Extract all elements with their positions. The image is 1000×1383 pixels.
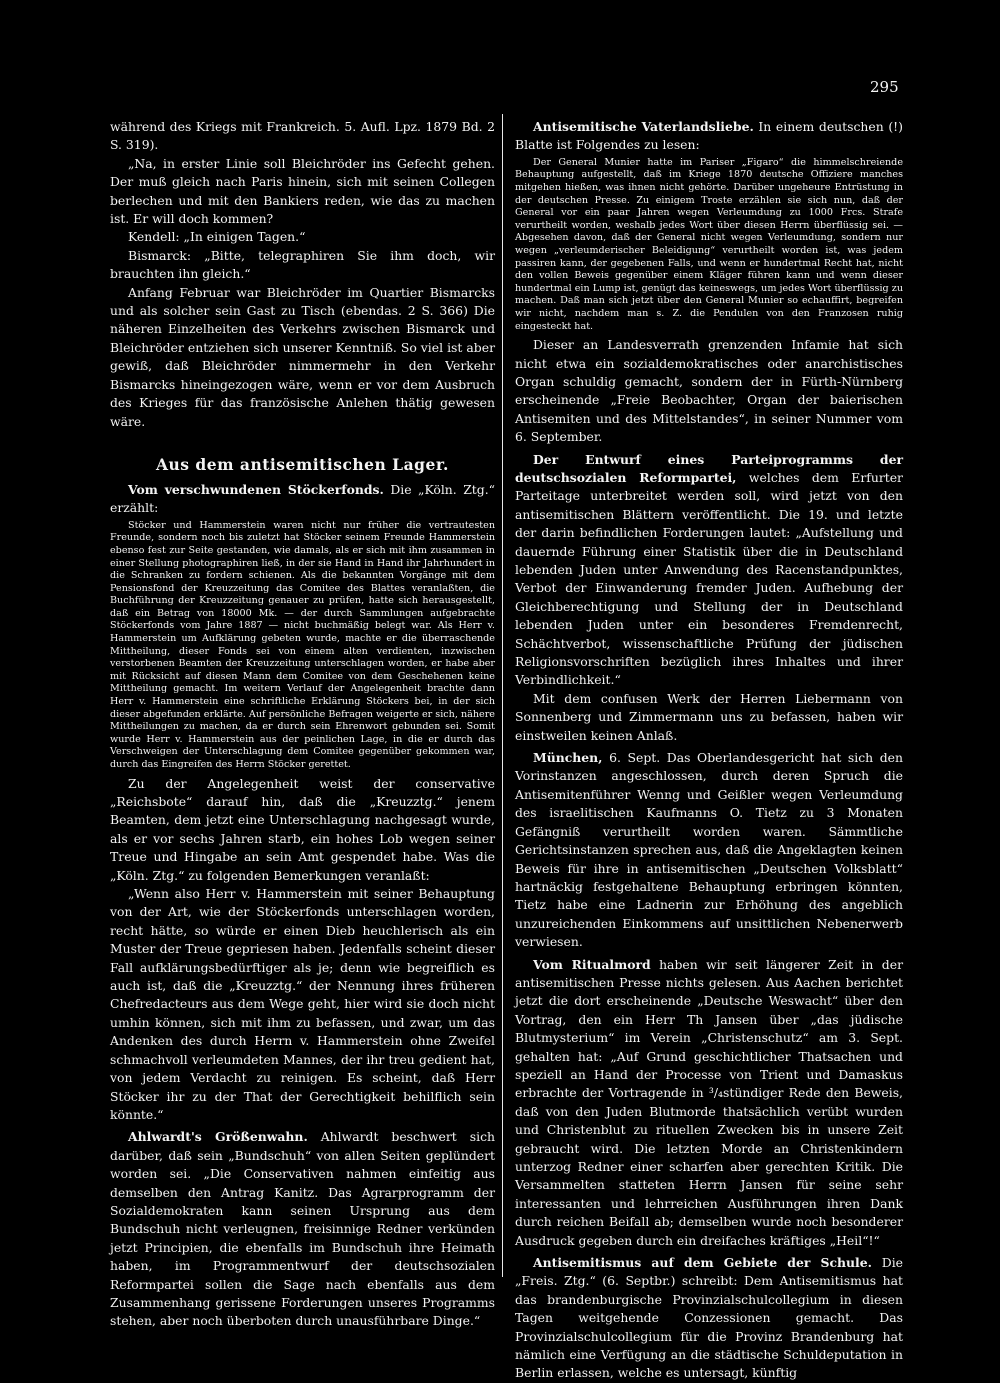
- article-heading: Vom Ritualmord: [533, 956, 651, 972]
- article: [515, 1254, 903, 1383]
- article-text: haben wir seit längerer Zeit in der antisemitischen Presse nichts gelesen. Aus Aachen berichtet jetzt die dort erscheinende „Deutsche Weswacht“ über den Vortrag, den ein Herr Th Jansen über „das jüdische Blutmysterium“ im Verein „Christenschutz“ am 3. Sept. gehalten hat: „Auf Grund geschichtlicher Thatsachen und speziell an Hand der Processe von Trient und Damaskus erbrachte der Vortragende in ³/₄stündiger Rede den Beweis, daß von den Juden Blutmorde thatsächlich verübt wurden und Christenblut zu rituellen Zwecken bis in unsere Zeit gebraucht wird. Die letzten Morde an Christenkindern unterzog Redner einer scharfen aber gerechten Kritik. Die Versammelten statteten Herrn Jansen für seine sehr interessanten und lehrreichen Ausführungen ihren Dank durch reichen Beifall ab; demselben wurde noch besonderer Ausdruck gegeben durch ein dreifaches kräftiges „Heil“!“: [515, 956, 903, 1248]
- article: [515, 956, 903, 1251]
- article-text: welches dem Erfurter Parteitage unterbreitet werden soll, wird jetzt von den antisemitischen Blättern veröffentlicht. Die 19. und letzte der darin befindlichen Forderungen lautet: „Aufstellung und dauernde Führung einer Statistik über die in Deutschland lebenden Juden unter Anwendung des Racenstandpunktes, Verbot der Einwanderung fremder Juden. Aufhebung der Gleichberechtigung und Stellung der in Deutschland lebenden Juden unter ein besonderes Fremdenrecht, Schächtverbot, wissenschaftliche Prüfung der jüdischen Religionsvorschriften bezüglich ihres Inhaltes und ihrer Verbindlichkeit.“: [515, 469, 903, 688]
- left-column: [110, 118, 495, 1331]
- article-lead: [515, 118, 903, 155]
- section-title: Aus dem antisemitischen Lager.: [156, 454, 449, 474]
- article-text: 6. Sept. Das Oberlandesgericht hat sich den Vorinstanzen angeschlossen, durch deren Spruch die Antisemitenführer Wenng und Geißler wegen Verleumdung des israelitischen Kaufmanns O. Tietz zu 3 Monaten Gefängniß verurtheilt worden waren. Sämmtliche Gerichtsinstanzen sprechen aus, daß die Angeklagten keinen Beweis für ihre in antisemitischen „Deutschen Volksblatt“ hartnäckig festgehaltene Behauptung erbringen könnten, Tietz habe eine Ladnerin zur Erhöhung des angeblich unzureichenden Einkommens auf unsittlichen Nebenerwerb verwiesen.: [515, 750, 903, 950]
- paragraph: Anfang Februar war Bleichröder im Quartier Bismarcks und als solcher sein Gast zu Tisch (ebendas. 2 S. 366) Die näheren Einzelheiten des Verkehrs zwischen Bismarck und Bleichröder entziehen sich unserer Kenntniß. So viel ist aber gewiß, daß Bleichröder nimmermehr in den Verkehr Bismarcks hineingezogen wäre, wenn er vor dem Ausbruch des Krieges für das französische Anlehen thätig gewesen wäre.: [110, 284, 495, 429]
- paragraph: Mit dem confusen Werk der Herren Liebermann von Sonnenberg und Zimmermann uns zu befassen, haben wir einstweilen keinen Anlaß.: [515, 690, 903, 743]
- paragraph: „Na, in erster Linie soll Bleichröder ins Gefecht gehen. Der muß gleich nach Paris hinein, sich mit seinen Collegen berlechen und mit den Bankiers reden, wie das zu machen ist. Er will doch kommen?: [110, 155, 495, 227]
- article-text: Die „Freis. Ztg.“ (6. Septbr.) schreibt: Dem Antisemitismus hat das brandenburgische Provinzialschulcollegium in diesen Tagen weitgehende Conzessionen gemacht. Das Provinzialschulcollegium für die Provinz Brandenburg hat nämlich eine Verfügung an die städtische Schuldeputation in Berlin erlassen, welche es untersagt, künftig: [515, 1255, 904, 1381]
- article-lead-text: In einem deutschen (!) Blatte ist Folgendes zu lesen:: [515, 119, 903, 153]
- quoted-text: Stöcker und Hammerstein waren nicht nur früher die vertrautesten Freunde, sondern noch bis zuletzt hat Stöcker seinem Freunde Hammerstein ebenso fest zur Seite gestanden, wie damals, als er sich mit ihm zusammen in einer Stellung photographiren ließ, in der sie Hand in Hand ihr Jahrhundert in die Schranken zu fordern schienen. Als die bekannten Vorgänge mit dem Pensionsfond der Kreuzzeitung das Comitee des Blattes veranlaßten, die Buchführung der Kreuzzeitung genauer zu prüfen, hatte sich herausgestellt, daß ein Betrag von 18000 Mk. — der durch Sammlungen aufgebrachte Stöckerfonds vom Jahre 1887 — nicht buchmäßig belegt war. Als Herr v. Hammerstein um Aufklärung gebeten wurde, machte er die überraschende Mittheilung, dieser Fonds sei von einem alten verdienten, inzwischen verstorbenen Beamten der Kreuzzeitung unterschlagen worden, er habe aber mit Rücksicht auf diesen Mann dem Comitee von dem Geschehenen keine Mittheilung gemacht. Im weitern Verlauf der Angelegenheit brachte dann Herr v. Hammerstein eine schriftliche Erklärung Stöckers bei, in der sich dieser abgefunden erklärte. Auf persönliche Befragen weigerte er sich, nähere Mittheilungen zu machen, da er durch sein Ehrenwort gebunden sei. Somit wurde Herr v. Hammerstein aus der peinlichen Lage, in die er durch das Verschweigen der Unterschlagung dem Comitee gegenüber gekommen war, durch das Eingreifen des Herrn Stöcker gerettet.: [110, 519, 495, 770]
- article-heading: Antisemitische Vaterlandsliebe.: [533, 119, 754, 134]
- article: [110, 1128, 495, 1330]
- paragraph: Zu der Angelegenheit weist der conservative „Reichsbote“ darauf hin, daß die „Kreuzztg.“ jenem Beamten, dem jetzt eine Unterschlagung nachgesagt wurde, als er vor sechs Jahren starb, ein hohes Lob wegen seiner Treue und Hingabe an sein Amt gespendet habe. Was die „Köln. Ztg.“ zu folgenden Bemerkungen veranlaßt:: [110, 775, 495, 883]
- paragraph: Kendell: „In einigen Tagen.“: [128, 229, 306, 245]
- paragraph: „Wenn also Herr v. Hammerstein mit seiner Behauptung von der Art, wie der Stöckerfonds unterschlagen worden, recht hätte, so würde er einen Dieb heuchlerisch als ein Muster der Treue gepriesen haben. Jedenfalls scheint dieser Fall aufklärungsbedürftiger als je; denn wie begreiflich es auch ist, daß die „Kreuzztg.“ der Nennung ihres früheren Chefredacteurs aus dem Wege geht, hier wird sie doch nicht umhin können, sich mit ihm zu befassen, und zwar, um das Andenken des durch Herrn v. Hammerstein ohne Zweifel schmachvoll verleumdeten Mannes, der ihr treu gedient hat, von jedem Verdacht zu reinigen. Es scheint, daß Herr Stöcker ihr zu der That der Gerechtigkeit behilflich sein könnte.“: [110, 886, 495, 1122]
- article-text: Ahlwardt beschwert sich darüber, daß sein „Bundschuh“ von allen Seiten geplündert worden sei. „Die Conservativen nahmen einfeitig aus demselben den Antrag Kanitz. Das Agrarprogramm der Sozialdemokraten kann seinen Ursprung aus dem Bundschuh nicht verleugnen, freisinnige Redner verkünden jetzt Principien, die ebenfalls im Bundschuh ihre Heimath haben, im Programmentwurf der deutschsozialen Reformpartei sollen die Sage nach ebenfalls aus dem Zusammenhang gerissene Forderungen unseres Programms stehen, aber noch überboten durch unausführbare Dinge.“: [110, 1129, 495, 1329]
- paragraph: Dieser an Landesverrath grenzenden Infamie hat sich nicht etwa ein sozialdemokratisches oder anarchistisches Organ schuldig gemacht, sondern der in Fürth-Nürnberg erscheinende „Freie Beobachter, Organ der baierischen Antisemiten und des Mittelstandes“, in seiner Nummer vom 6. September.: [515, 337, 903, 445]
- article-lead: [110, 481, 495, 518]
- paragraph: während des Kriegs mit Frankreich. 5. Aufl. Lpz. 1879 Bd. 2 S. 319).: [110, 119, 495, 153]
- right-column: [515, 118, 903, 1383]
- article: [515, 749, 903, 951]
- quoted-text: Der General Munier hatte im Pariser „Figaro“ die himmelschreiende Behauptung aufgestellt, daß im Kriege 1870 deutsche Offiziere manches mitgehen hießen, was ihnen nicht gehörte. Darüber ungeheure Entrüstung in der deutschen Presse. Zu einigem Troste erzählen sie sich nun, daß der General vor ein paar Jahren wegen Verleumdung zu 1000 Frcs. Strafe verurtheilt worden, weshalb jedes Wort über diesen Herrn überflüssig sei. — Abgesehen davon, daß der General nicht wegen Verleumdung, sondern nur wegen „verleumderischer Beleidigung“ verurtheilt worden ist, was jedem passiren kann, der gegebenen Falls, und wenn er hundertmal Recht hat, nicht den vollen Beweis gegenüber einem Kläger führen kann und wenn dieser hundertmal ein Lump ist, genügt das keineswegs, um jedes Wort überflüssig zu machen. Daß man sich jetzt über den General Munier so echauffirt, begreifen wir nicht, nachdem man s. Z. die Pendulen von den Franzosen ruhig eingesteckt hat.: [515, 156, 903, 332]
- article-lead-text: Die „Köln. Ztg.“ erzählt:: [110, 481, 495, 516]
- article-heading: Antisemitismus auf dem Gebiete der Schule.: [533, 1255, 872, 1271]
- article: [515, 451, 903, 690]
- article-heading: Vom verschwundenen Stöckerfonds.: [128, 481, 384, 497]
- paragraph: Bismarck: „Bitte, telegraphiren Sie ihm doch, wir brauchten ihn gleich.“: [110, 247, 495, 282]
- column-divider: [502, 114, 503, 1277]
- page-number: 295: [870, 78, 899, 96]
- article-heading: Ahlwardt's Größenwahn.: [128, 1129, 308, 1145]
- article-heading: München,: [533, 750, 603, 766]
- article-heading: Der Entwurf eines Parteiprogramms der deutschsozialen Reformpartei,: [515, 451, 903, 485]
